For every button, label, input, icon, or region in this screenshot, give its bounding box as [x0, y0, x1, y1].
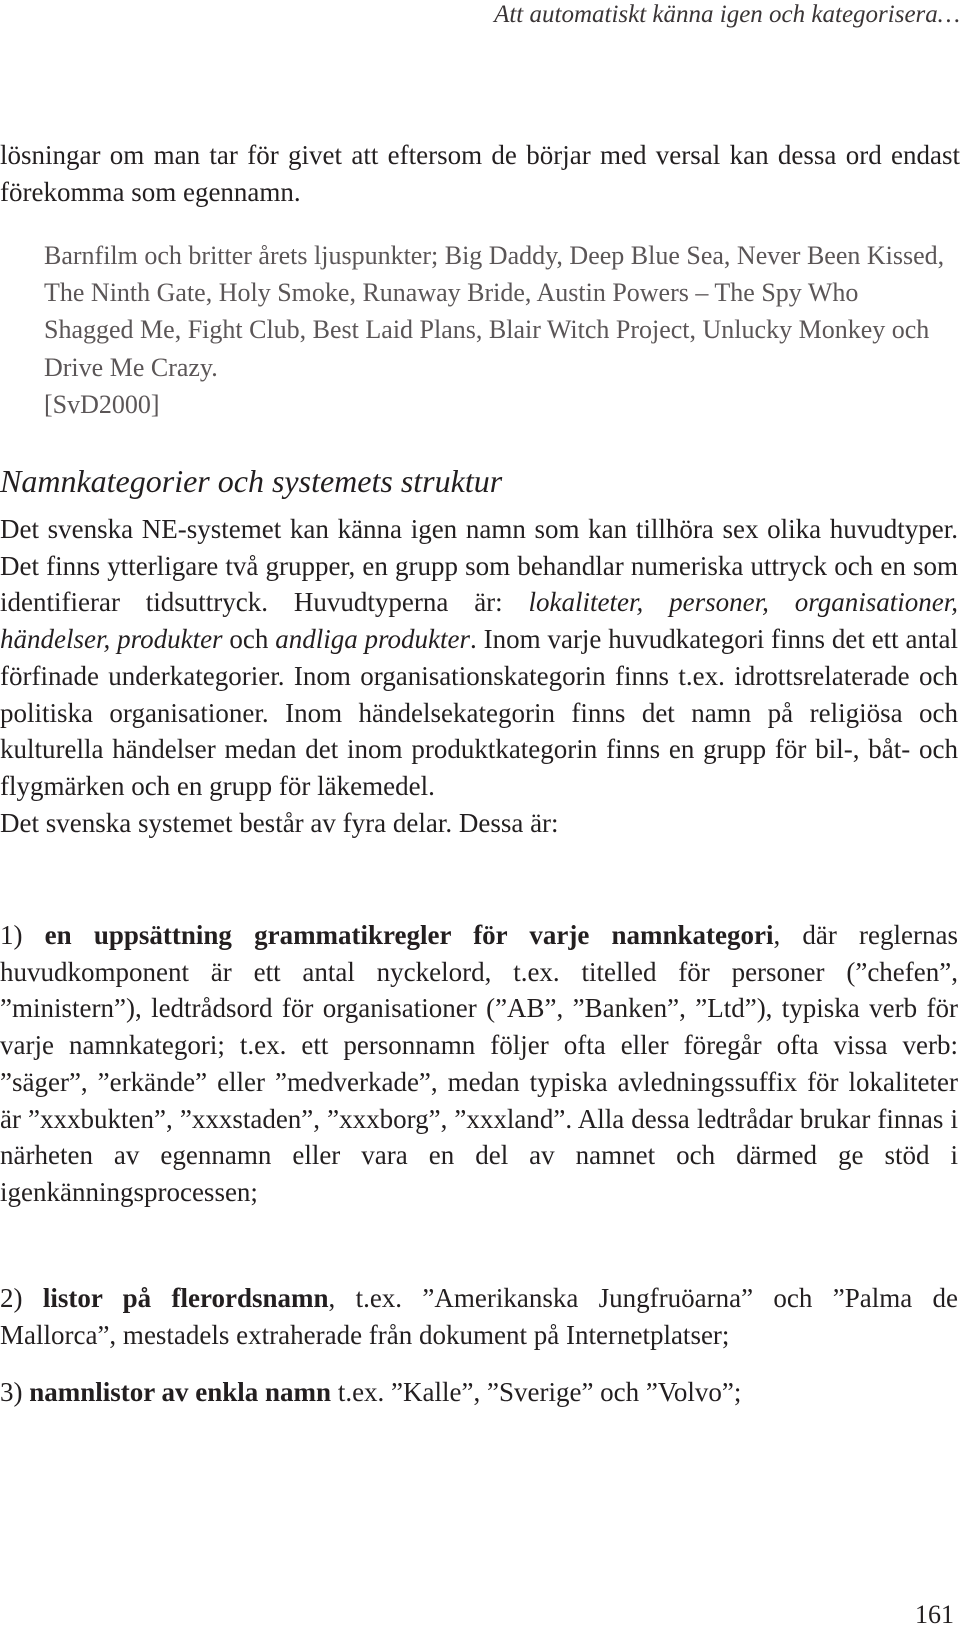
list-item-text: , där reglernas huvudkomponent är ett antal nyckelord, t.ex. titelled för personer (”chefen”, ”ministern”), ledtrådsord för organisationer (”AB”, ”Banken”, ”Ltd”), typiska verb för varje namnkategori; t.ex. ett personnamn följer ofta eller föregår ofta vissa verb: ”säger”, ”erkände” eller ”medverkade”, medan typiska avledningssuffix för lokaliteter är ”xxxbukten”, ”xxxstaden”, ”xxxborg”, ”xxxland”. Alla dessa ledtrådar brukar finnas i närheten av egennamn eller vara en del av namnet och därmed ge stöd i igenkänningsprocessen; — [0, 920, 958, 1207]
quote-text: Barnfilm och britter årets ljuspunkter; Big Daddy, Deep Blue Sea, Never Been Kissed, The Ninth Gate, Holy Smoke, Runaway Bride, Austin Powers – The Spy Who Shagged Me, Fight Club, Best Laid Plans, Blair Witch Project, Unlucky Monkey och Drive Me Crazy. — [44, 241, 945, 382]
body-paragraph-1: Det svenska NE-systemet kan känna igen namn som kan tillhöra sex olika huvudtyper. Det finns ytterligare två grupper, en grupp som behandlar numeriska uttryck och en som identifierar tidsuttryck. Huvudtyperna är: — [0, 514, 958, 618]
list-item — [0, 1374, 958, 1411]
list-item-bold: namnlistor av enkla namn — [29, 1377, 332, 1407]
page-number: 161 — [915, 1600, 954, 1629]
list-item-text: , t.ex. ”Amerikanska Jungfruöarna” och ”Palma de Mallorca”, mestadels extraherade från dokument på Internetplatser; — [0, 1283, 958, 1350]
list-item-bold: listor på flerordsnamn — [42, 1283, 329, 1313]
list-item — [0, 1280, 958, 1353]
och-text: och — [222, 624, 276, 655]
section-heading: Namnkategorier och systemets struktur — [0, 463, 503, 499]
block-quote — [44, 237, 954, 423]
list-number: 1) — [0, 920, 23, 950]
categories-italic: lokaliteter, personer, organisationer, händelser, produkter — [0, 587, 958, 655]
list-number: 3) — [0, 1377, 23, 1407]
intro-paragraph: lösningar om man tar för givet att eftersom de börjar med versal kan dessa ord endast förekomma som egennamn. — [0, 140, 960, 207]
body-paragraph-2: Det svenska systemet består av fyra delar. Dessa är: — [0, 807, 559, 838]
running-head: Att automatiskt känna igen och kategorisera… — [494, 1, 960, 28]
list-item-text: t.ex. ”Kalle”, ”Sverige” och ”Volvo”; — [331, 1377, 742, 1407]
quote-source: [SvD2000] — [44, 389, 160, 419]
list-item-bold: en uppsättning grammatikregler för varje namnkategori — [44, 920, 774, 950]
list-number: 2) — [0, 1283, 23, 1313]
list-item — [0, 917, 958, 1211]
andliga-italic: andliga produkter — [275, 624, 471, 655]
body-paragraph-1-rest: . Inom varje huvudkategori finns det ett antal förfinade underkategorier. Inom organisationskategorin finns t.ex. idrottsrelaterade och politiska organisationer. Inom händelsekategorin finns det namn på religiösa och kulturella händelser medan det inom produktkategorin finns en grupp för bil-, båt- och flygmärken och en grupp för läkemedel. — [0, 624, 958, 801]
body-text — [0, 511, 958, 841]
